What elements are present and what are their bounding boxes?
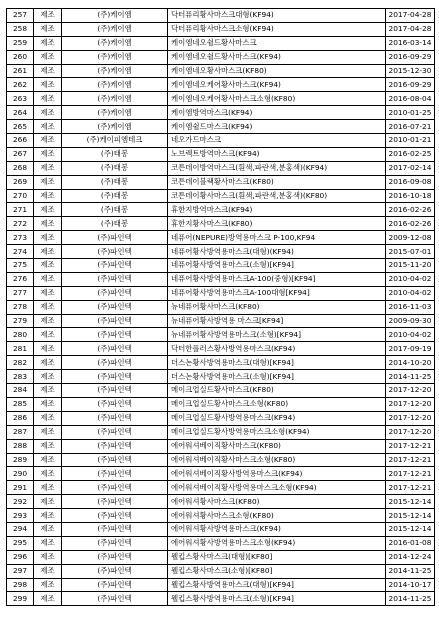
table-row bbox=[7, 328, 435, 342]
product-name-cell: 뉴네퓨어황사방역용마스크(소형)[KF94] bbox=[168, 328, 386, 342]
date-cell: 2014-11-25 bbox=[386, 592, 435, 606]
table-row bbox=[7, 36, 435, 50]
company-cell: (주)태봉 bbox=[62, 175, 168, 189]
date-cell: 2017-09-19 bbox=[386, 342, 435, 356]
product-name-cell: 네퓨어(NEPURE)방역용마스크 P-100,KF94 bbox=[168, 231, 386, 245]
company-cell: (주)케이엠 bbox=[62, 22, 168, 36]
product-name-cell: 코튼데이블랙황사마스크(KF80) bbox=[168, 175, 386, 189]
date-cell: 2016-02-25 bbox=[386, 147, 435, 161]
table-row bbox=[7, 272, 435, 286]
table-row bbox=[7, 356, 435, 370]
row-number-cell: 294 bbox=[7, 522, 34, 536]
type-cell: 제조 bbox=[34, 9, 62, 23]
row-number-cell: 268 bbox=[7, 161, 34, 175]
table-row bbox=[7, 370, 435, 384]
row-number-cell: 275 bbox=[7, 259, 34, 273]
company-cell: (주)파인텍 bbox=[62, 272, 168, 286]
row-number-cell: 292 bbox=[7, 495, 34, 509]
row-number-cell: 269 bbox=[7, 175, 34, 189]
company-cell: (주)파인텍 bbox=[62, 578, 168, 592]
type-cell: 제조 bbox=[34, 134, 62, 148]
product-name-cell: 네퓨어황사방역용마스크A-100대형[KF94] bbox=[168, 286, 386, 300]
product-name-cell: 케이엠방역마스크(KF94) bbox=[168, 106, 386, 120]
product-name-cell: 에어워셔황사방역용마스크(KF94) bbox=[168, 522, 386, 536]
company-cell: (주)파인텍 bbox=[62, 286, 168, 300]
company-cell: (주)파인텍 bbox=[62, 300, 168, 314]
table-row bbox=[7, 203, 435, 217]
type-cell: 제조 bbox=[34, 78, 62, 92]
product-name-cell: 웰킵스황사방역용마스크(대형)[KF94] bbox=[168, 578, 386, 592]
type-cell: 제조 bbox=[34, 328, 62, 342]
row-number-cell: 277 bbox=[7, 286, 34, 300]
company-cell: (주)태봉 bbox=[62, 161, 168, 175]
date-cell: 2010-04-02 bbox=[386, 328, 435, 342]
type-cell: 제조 bbox=[34, 564, 62, 578]
company-cell: (주)파인텍 bbox=[62, 314, 168, 328]
date-cell: 2017-12-21 bbox=[386, 467, 435, 481]
type-cell: 제조 bbox=[34, 342, 62, 356]
type-cell: 제조 bbox=[34, 509, 62, 523]
row-number-cell: 273 bbox=[7, 231, 34, 245]
table-row bbox=[7, 161, 435, 175]
row-number-cell: 272 bbox=[7, 217, 34, 231]
type-cell: 제조 bbox=[34, 203, 62, 217]
type-cell: 제조 bbox=[34, 356, 62, 370]
type-cell: 제조 bbox=[34, 453, 62, 467]
company-cell: (주)파인텍 bbox=[62, 495, 168, 509]
product-name-cell: 뉴네퓨어황사방역용 마스크[KF94] bbox=[168, 314, 386, 328]
row-number-cell: 293 bbox=[7, 509, 34, 523]
product-name-cell: 웰킵스황사방역용마스크(소형)[KF94] bbox=[168, 592, 386, 606]
table-row bbox=[7, 134, 435, 148]
type-cell: 제조 bbox=[34, 384, 62, 398]
table-row bbox=[7, 286, 435, 300]
product-name-cell: 케이엠네오케어황사마스크(KF94) bbox=[168, 78, 386, 92]
type-cell: 제조 bbox=[34, 36, 62, 50]
product-name-cell: 네퓨어황사방역용마스크(소형)[KF94] bbox=[168, 259, 386, 273]
table-row bbox=[7, 300, 435, 314]
table-row bbox=[7, 189, 435, 203]
date-cell: 2014-10-17 bbox=[386, 578, 435, 592]
product-name-cell: 에어워셔황사방역용마스크소형(KF94) bbox=[168, 536, 386, 550]
product-name-cell: 코튼데이방역마스크(흰색,파란색,분홍색)(KF94) bbox=[168, 161, 386, 175]
company-cell: (주)파인텍 bbox=[62, 536, 168, 550]
row-number-cell: 285 bbox=[7, 397, 34, 411]
table-row bbox=[7, 245, 435, 259]
table-row bbox=[7, 147, 435, 161]
company-cell: (주)케이엠 bbox=[62, 92, 168, 106]
row-number-cell: 264 bbox=[7, 106, 34, 120]
company-cell: (주)파인텍 bbox=[62, 397, 168, 411]
company-cell: (주)파인텍 bbox=[62, 439, 168, 453]
type-cell: 제조 bbox=[34, 397, 62, 411]
product-name-cell: 노브렉트방역마스크(KF94) bbox=[168, 147, 386, 161]
table-row bbox=[7, 175, 435, 189]
type-cell: 제조 bbox=[34, 286, 62, 300]
company-cell: (주)파인텍 bbox=[62, 370, 168, 384]
product-name-cell: 에어워셔베이직황사마스크소형(KF80) bbox=[168, 453, 386, 467]
product-name-cell: 닥터퓨리황사마스크소형(KF94) bbox=[168, 22, 386, 36]
row-number-cell: 261 bbox=[7, 64, 34, 78]
table-row bbox=[7, 22, 435, 36]
table-row bbox=[7, 453, 435, 467]
company-cell: (주)파인텍 bbox=[62, 259, 168, 273]
date-cell: 2016-03-14 bbox=[386, 36, 435, 50]
date-cell: 2014-11-25 bbox=[386, 564, 435, 578]
product-name-cell: 에어워셔황사마스크소형(KF80) bbox=[168, 509, 386, 523]
product-name-cell: 웰킵스황사마스크(소형)[KF80] bbox=[168, 564, 386, 578]
row-number-cell: 282 bbox=[7, 356, 34, 370]
date-cell: 2016-10-18 bbox=[386, 189, 435, 203]
product-name-cell: 코튼데이황사마스크(흰색,파란색,분홍색)(KF80) bbox=[168, 189, 386, 203]
product-name-cell: 네퓨어황사방역용마스크A-100(중형)[KF94] bbox=[168, 272, 386, 286]
company-cell: (주)파인텍 bbox=[62, 481, 168, 495]
row-number-cell: 271 bbox=[7, 203, 34, 217]
row-number-cell: 287 bbox=[7, 425, 34, 439]
type-cell: 제조 bbox=[34, 467, 62, 481]
type-cell: 제조 bbox=[34, 120, 62, 134]
table-row bbox=[7, 342, 435, 356]
row-number-cell: 279 bbox=[7, 314, 34, 328]
company-cell: (주)파인텍 bbox=[62, 550, 168, 564]
product-name-cell: 닥터한플러스황사방역용마스크(KF94) bbox=[168, 342, 386, 356]
date-cell: 2016-09-29 bbox=[386, 50, 435, 64]
table-row bbox=[7, 64, 435, 78]
type-cell: 제조 bbox=[34, 217, 62, 231]
row-number-cell: 266 bbox=[7, 134, 34, 148]
type-cell: 제조 bbox=[34, 231, 62, 245]
company-cell: (주)케이엠 bbox=[62, 9, 168, 23]
product-name-cell: 메이크업실드황사방역용마스크(KF94) bbox=[168, 411, 386, 425]
date-cell: 2017-12-21 bbox=[386, 453, 435, 467]
company-cell: (주)파인텍 bbox=[62, 384, 168, 398]
type-cell: 제조 bbox=[34, 147, 62, 161]
company-cell: (주)케이엠 bbox=[62, 64, 168, 78]
table-row bbox=[7, 259, 435, 273]
table-row bbox=[7, 314, 435, 328]
row-number-cell: 291 bbox=[7, 481, 34, 495]
row-number-cell: 263 bbox=[7, 92, 34, 106]
date-cell: 2017-12-20 bbox=[386, 411, 435, 425]
type-cell: 제조 bbox=[34, 259, 62, 273]
table-row bbox=[7, 78, 435, 92]
table-row bbox=[7, 120, 435, 134]
date-cell: 2014-10-20 bbox=[386, 356, 435, 370]
date-cell: 2014-12-24 bbox=[386, 550, 435, 564]
type-cell: 제조 bbox=[34, 522, 62, 536]
date-cell: 2015-11-20 bbox=[386, 259, 435, 273]
row-number-cell: 299 bbox=[7, 592, 34, 606]
product-name-cell: 닥터퓨리황사마스크대형(KF94) bbox=[168, 9, 386, 23]
table-row bbox=[7, 384, 435, 398]
company-cell: (주)태봉 bbox=[62, 217, 168, 231]
date-cell: 2010-01-25 bbox=[386, 106, 435, 120]
date-cell: 2017-12-20 bbox=[386, 384, 435, 398]
company-cell: (주)파인텍 bbox=[62, 411, 168, 425]
row-number-cell: 289 bbox=[7, 453, 34, 467]
row-number-cell: 284 bbox=[7, 384, 34, 398]
type-cell: 제조 bbox=[34, 550, 62, 564]
date-cell: 2016-09-08 bbox=[386, 175, 435, 189]
product-name-cell: 네오가드마스크 bbox=[168, 134, 386, 148]
type-cell: 제조 bbox=[34, 22, 62, 36]
product-name-cell: 케이엠네오케어황사마스크소형(KF80) bbox=[168, 92, 386, 106]
company-cell: (주)태봉 bbox=[62, 147, 168, 161]
company-cell: (주)케이엠 bbox=[62, 36, 168, 50]
table-row bbox=[7, 467, 435, 481]
row-number-cell: 276 bbox=[7, 272, 34, 286]
type-cell: 제조 bbox=[34, 578, 62, 592]
type-cell: 제조 bbox=[34, 161, 62, 175]
product-name-cell: 에어워셔황사마스크(KF80) bbox=[168, 495, 386, 509]
product-name-cell: 더스논황사방역용마스크(소형)[KF94] bbox=[168, 370, 386, 384]
date-cell: 2017-12-21 bbox=[386, 439, 435, 453]
row-number-cell: 270 bbox=[7, 189, 34, 203]
date-cell: 2015-12-14 bbox=[386, 495, 435, 509]
date-cell: 2016-02-26 bbox=[386, 203, 435, 217]
date-cell: 2017-04-28 bbox=[386, 9, 435, 23]
type-cell: 제조 bbox=[34, 481, 62, 495]
row-number-cell: 290 bbox=[7, 467, 34, 481]
row-number-cell: 281 bbox=[7, 342, 34, 356]
company-cell: (주)파인텍 bbox=[62, 522, 168, 536]
row-number-cell: 298 bbox=[7, 578, 34, 592]
table-row bbox=[7, 495, 435, 509]
product-name-cell: 케이엠쉴드마스크(KF94) bbox=[168, 120, 386, 134]
date-cell: 2009-09-30 bbox=[386, 314, 435, 328]
company-cell: (주)케이피엠테크 bbox=[62, 134, 168, 148]
row-number-cell: 257 bbox=[7, 9, 34, 23]
table-row bbox=[7, 425, 435, 439]
date-cell: 2017-12-20 bbox=[386, 425, 435, 439]
table-row bbox=[7, 231, 435, 245]
company-cell: (주)파인텍 bbox=[62, 509, 168, 523]
date-cell: 2016-01-08 bbox=[386, 536, 435, 550]
type-cell: 제조 bbox=[34, 300, 62, 314]
date-cell: 2010-04-02 bbox=[386, 286, 435, 300]
company-cell: (주)태봉 bbox=[62, 203, 168, 217]
product-name-cell: 네퓨어황사방역용마스크(대형)(KF94) bbox=[168, 245, 386, 259]
type-cell: 제조 bbox=[34, 370, 62, 384]
date-cell: 2015-12-14 bbox=[386, 522, 435, 536]
company-cell: (주)파인텍 bbox=[62, 328, 168, 342]
date-cell: 2014-11-25 bbox=[386, 370, 435, 384]
date-cell: 2010-04-02 bbox=[386, 272, 435, 286]
row-number-cell: 280 bbox=[7, 328, 34, 342]
table-row bbox=[7, 9, 435, 23]
company-cell: (주)파인텍 bbox=[62, 467, 168, 481]
row-number-cell: 297 bbox=[7, 564, 34, 578]
product-table bbox=[6, 8, 435, 606]
table-row bbox=[7, 564, 435, 578]
row-number-cell: 259 bbox=[7, 36, 34, 50]
date-cell: 2016-02-26 bbox=[386, 217, 435, 231]
table-row bbox=[7, 217, 435, 231]
product-name-cell: 휴한지방역마스크(KF94) bbox=[168, 203, 386, 217]
table-row bbox=[7, 50, 435, 64]
type-cell: 제조 bbox=[34, 425, 62, 439]
table-row bbox=[7, 439, 435, 453]
type-cell: 제조 bbox=[34, 592, 62, 606]
table-row bbox=[7, 106, 435, 120]
company-cell: (주)케이엠 bbox=[62, 106, 168, 120]
date-cell: 2016-08-04 bbox=[386, 92, 435, 106]
company-cell: (주)태봉 bbox=[62, 189, 168, 203]
company-cell: (주)파인텍 bbox=[62, 592, 168, 606]
company-cell: (주)파인텍 bbox=[62, 453, 168, 467]
type-cell: 제조 bbox=[34, 189, 62, 203]
date-cell: 2015-12-30 bbox=[386, 64, 435, 78]
date-cell: 2017-12-21 bbox=[386, 481, 435, 495]
type-cell: 제조 bbox=[34, 92, 62, 106]
date-cell: 2015-12-14 bbox=[386, 509, 435, 523]
product-name-cell: 에어워셔베이직황사방역용마스크소형(KF94) bbox=[168, 481, 386, 495]
product-name-cell: 케이엠네오쉴드황사마스크 bbox=[168, 36, 386, 50]
table-row bbox=[7, 536, 435, 550]
row-number-cell: 288 bbox=[7, 439, 34, 453]
row-number-cell: 267 bbox=[7, 147, 34, 161]
product-name-cell: 메이크업실드황사방역용마스크소형(KF94) bbox=[168, 425, 386, 439]
product-name-cell: 메이크업실드황사마스크소형(KF80) bbox=[168, 397, 386, 411]
date-cell: 2017-12-20 bbox=[386, 397, 435, 411]
product-name-cell: 에어워셔베이직황사마스크(KF80) bbox=[168, 439, 386, 453]
row-number-cell: 265 bbox=[7, 120, 34, 134]
row-number-cell: 262 bbox=[7, 78, 34, 92]
product-name-cell: 메이크업실드황사마스크(KF80) bbox=[168, 384, 386, 398]
table-row bbox=[7, 411, 435, 425]
date-cell: 2010-01-21 bbox=[386, 134, 435, 148]
product-name-cell: 뉴네퓨어황사마스크(KF80) bbox=[168, 300, 386, 314]
table-row bbox=[7, 509, 435, 523]
date-cell: 2016-11-03 bbox=[386, 300, 435, 314]
type-cell: 제조 bbox=[34, 411, 62, 425]
date-cell: 2017-02-14 bbox=[386, 161, 435, 175]
product-name-cell: 휴한지황사마스크(KF80) bbox=[168, 217, 386, 231]
date-cell: 2016-09-29 bbox=[386, 78, 435, 92]
table-row bbox=[7, 578, 435, 592]
type-cell: 제조 bbox=[34, 495, 62, 509]
type-cell: 제조 bbox=[34, 536, 62, 550]
product-name-cell: 케이엠네오황사마스크(KF80) bbox=[168, 64, 386, 78]
company-cell: (주)파인텍 bbox=[62, 342, 168, 356]
type-cell: 제조 bbox=[34, 439, 62, 453]
product-table-body bbox=[7, 9, 435, 606]
company-cell: (주)케이엠 bbox=[62, 50, 168, 64]
product-name-cell: 케이엠네오쉴드황사마스크(KF94) bbox=[168, 50, 386, 64]
company-cell: (주)파인텍 bbox=[62, 231, 168, 245]
mask-approval-sheet bbox=[6, 8, 435, 606]
row-number-cell: 274 bbox=[7, 245, 34, 259]
table-row bbox=[7, 592, 435, 606]
row-number-cell: 260 bbox=[7, 50, 34, 64]
product-name-cell: 에어워셔베이직황사방역용마스크(KF94) bbox=[168, 467, 386, 481]
row-number-cell: 296 bbox=[7, 550, 34, 564]
company-cell: (주)케이엠 bbox=[62, 120, 168, 134]
type-cell: 제조 bbox=[34, 106, 62, 120]
date-cell: 2016-07-21 bbox=[386, 120, 435, 134]
row-number-cell: 278 bbox=[7, 300, 34, 314]
type-cell: 제조 bbox=[34, 64, 62, 78]
product-name-cell: 더스논황사방역용마스크(대형)[KF94] bbox=[168, 356, 386, 370]
table-row bbox=[7, 522, 435, 536]
table-row bbox=[7, 550, 435, 564]
date-cell: 2009-12-08 bbox=[386, 231, 435, 245]
company-cell: (주)파인텍 bbox=[62, 245, 168, 259]
table-row bbox=[7, 397, 435, 411]
product-name-cell: 웰킵스황사마스크(대형)[KF80] bbox=[168, 550, 386, 564]
type-cell: 제조 bbox=[34, 245, 62, 259]
type-cell: 제조 bbox=[34, 50, 62, 64]
table-row bbox=[7, 92, 435, 106]
date-cell: 2015-07-01 bbox=[386, 245, 435, 259]
row-number-cell: 286 bbox=[7, 411, 34, 425]
type-cell: 제조 bbox=[34, 175, 62, 189]
company-cell: (주)파인텍 bbox=[62, 425, 168, 439]
table-row bbox=[7, 481, 435, 495]
company-cell: (주)케이엠 bbox=[62, 78, 168, 92]
type-cell: 제조 bbox=[34, 314, 62, 328]
row-number-cell: 258 bbox=[7, 22, 34, 36]
row-number-cell: 295 bbox=[7, 536, 34, 550]
date-cell: 2017-04-28 bbox=[386, 22, 435, 36]
company-cell: (주)파인텍 bbox=[62, 356, 168, 370]
type-cell: 제조 bbox=[34, 272, 62, 286]
company-cell: (주)파인텍 bbox=[62, 564, 168, 578]
row-number-cell: 283 bbox=[7, 370, 34, 384]
